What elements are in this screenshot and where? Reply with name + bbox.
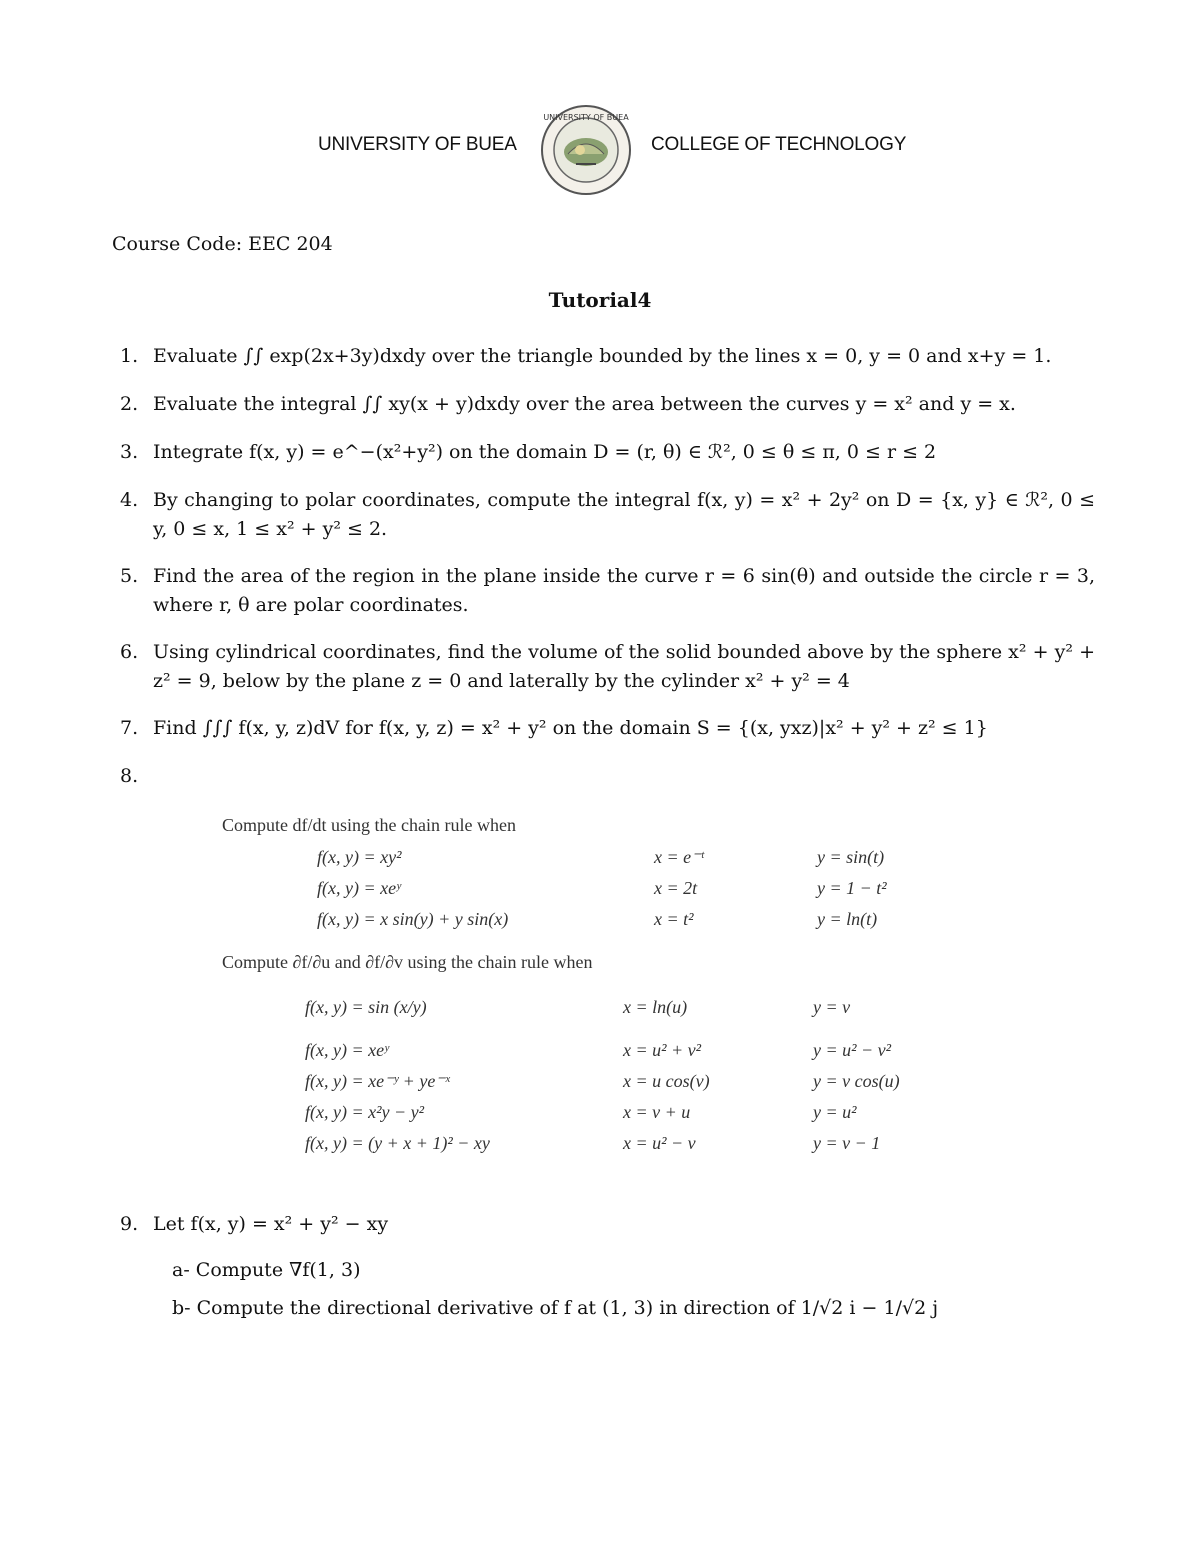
table-row — [317, 873, 887, 904]
question-9a: a- Compute ∇f(1, 3) — [172, 1259, 361, 1281]
table-row — [305, 1097, 900, 1128]
page-title: Tutorial4 — [548, 288, 652, 312]
table-title: Compute df/dt using the chain rule when — [222, 815, 516, 835]
question-3 — [120, 438, 1095, 467]
question-number: 9. — [120, 1213, 139, 1235]
chain-rule-table-2 — [222, 952, 900, 1159]
question-9b: b- Compute the directional derivative of f at (1, 3) in direction of 1/√2 i − 1/√2 j — [172, 1297, 939, 1319]
question-number: 2. — [120, 393, 139, 415]
x-cell: x = u² − v — [623, 1133, 696, 1153]
y-cell: y = v — [813, 996, 851, 1017]
question-text: Find the area of the region in the plane inside the curve r = 6 sin(θ) and outside the circle r = 3, where r, θ are polar coordinates. — [153, 565, 1095, 616]
question-number: 8. — [120, 765, 139, 787]
question-text: Let f(x, y) = x² + y² − xy — [153, 1213, 389, 1235]
question-text: Evaluate the integral ∫∫ xy(x + y)dxdy over the area between the curves y = x² and y = x. — [153, 393, 1016, 415]
x-cell: x = v + u — [623, 1102, 691, 1122]
x-cell: x = t² — [654, 909, 694, 929]
chain-rule-table-1 — [222, 815, 887, 935]
x-cell: x = ln(u) — [623, 996, 688, 1017]
function-cell: f(x, y) = xe⁻ʸ + ye⁻ˣ — [305, 1071, 450, 1091]
question-4 — [120, 486, 1095, 544]
y-cell: y = v − 1 — [813, 1133, 881, 1153]
question-7 — [120, 714, 1095, 743]
function-cell: f(x, y) = xeʸ — [305, 1040, 389, 1060]
y-cell: y = u² − v² — [813, 1040, 892, 1060]
course-code: Course Code: EEC 204 — [112, 233, 333, 255]
y-cell: y = 1 − t² — [817, 878, 887, 898]
university-seal-logo — [540, 104, 632, 196]
question-6 — [120, 638, 1095, 696]
x-cell: x = u² + v² — [623, 1040, 702, 1060]
svg-text:UNIVERSITY OF BUEA: UNIVERSITY OF BUEA — [543, 113, 629, 122]
x-cell: x = 2t — [654, 878, 698, 898]
x-cell: x = e⁻ᵗ — [654, 847, 704, 867]
table-title: Compute ∂f/∂u and ∂f/∂v using the chain rule when — [222, 952, 593, 972]
question-number: 6. — [120, 641, 139, 663]
question-text: By changing to polar coordinates, compute the integral f(x, y) = x² + 2y² on D = {x, y} ∈ ℛ², 0 ≤ y, 0 ≤ x, 1 ≤ x² + y² ≤ 2. — [153, 489, 1095, 540]
question-number: 4. — [120, 489, 139, 511]
table-row — [305, 979, 900, 1035]
question-1 — [120, 342, 1095, 371]
function-cell: f(x, y) = x²y − y² — [305, 1102, 425, 1122]
function-cell: f(x, y) = sin (x/y) — [305, 996, 427, 1017]
function-cell: f(x, y) = (y + x + 1)² − xy — [305, 1133, 490, 1153]
question-number: 5. — [120, 565, 139, 587]
question-number: 7. — [120, 717, 139, 739]
y-cell: y = u² — [813, 1102, 857, 1122]
question-text: Find ∫∫∫ f(x, y, z)dV for f(x, y, z) = x² + y² on the domain S = {(x, yxz)|x² + y² + z² ≤ 1} — [153, 717, 988, 739]
table-row — [305, 1066, 900, 1097]
college-name: COLLEGE OF TECHNOLOGY — [651, 134, 907, 155]
question-9 — [120, 1210, 1095, 1239]
y-cell: y = sin(t) — [817, 847, 885, 867]
question-number: 3. — [120, 441, 139, 463]
table-row — [317, 904, 887, 935]
y-cell: y = v cos(u) — [813, 1071, 900, 1091]
table-row — [305, 1035, 900, 1066]
table-row — [317, 842, 887, 873]
question-5 — [120, 562, 1095, 620]
question-text: Using cylindrical coordinates, find the volume of the solid bounded above by the sphere x² + y² + z² = 9, below by the plane z = 0 and laterally by the cylinder x² + y² = 4 — [153, 641, 1095, 692]
table-row — [305, 1128, 900, 1159]
question-number: 1. — [120, 345, 139, 367]
x-cell: x = u cos(v) — [623, 1071, 710, 1091]
question-text: Integrate f(x, y) = e^−(x²+y²) on the domain D = (r, θ) ∈ ℛ², 0 ≤ θ ≤ π, 0 ≤ r ≤ 2 — [153, 441, 937, 463]
question-text: Evaluate ∫∫ exp(2x+3y)dxdy over the triangle bounded by the lines x = 0, y = 0 and x+y = 1. — [153, 345, 1052, 367]
question-2 — [120, 390, 1095, 419]
y-cell: y = ln(t) — [817, 909, 878, 929]
function-cell: f(x, y) = xy² — [317, 847, 402, 867]
function-cell: f(x, y) = x sin(y) + y sin(x) — [317, 909, 509, 929]
university-name: UNIVERSITY OF BUEA — [318, 134, 517, 155]
function-cell: f(x, y) = xeʸ — [317, 878, 401, 898]
